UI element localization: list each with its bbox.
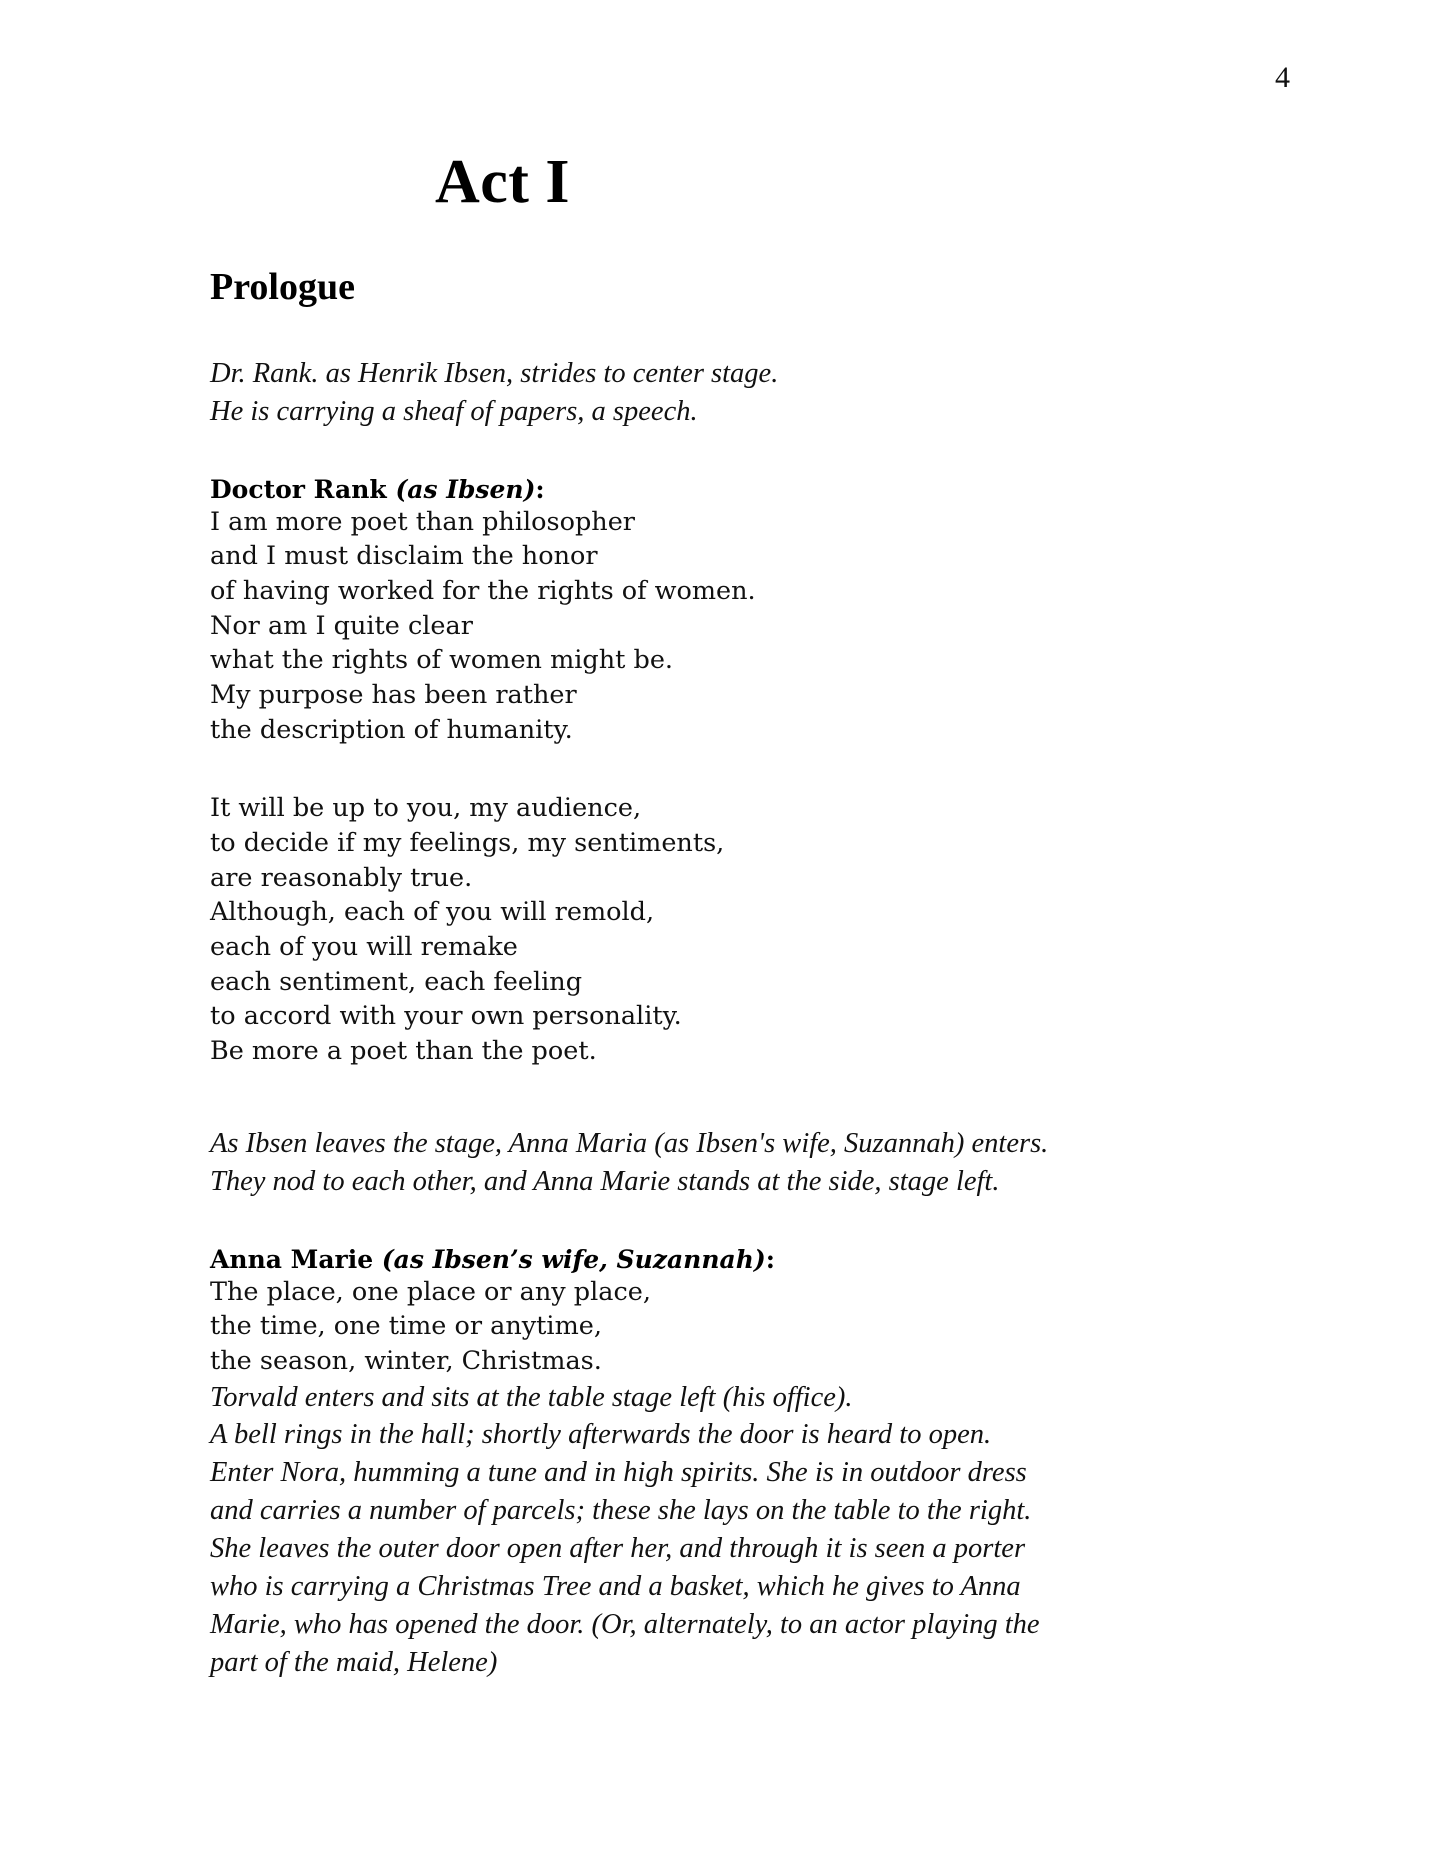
verse-block-rank-stanza-1 [210,505,1050,748]
verse-line: I am more poet than philosopher [210,506,635,537]
speaker-name: Doctor Rank [210,474,396,504]
verse-line: the season, winter, Christmas. [210,1345,602,1376]
stage-direction-line: They nod to each other, and Anna Marie stands at the side, stage left. [210,1165,1000,1197]
verse-line: what the rights of women might be. [210,645,674,676]
verse-line: of having worked for the rights of women. [210,576,756,607]
speaker-name: Anna Marie [210,1244,382,1274]
verse-line: each sentiment, each feeling [210,966,583,997]
speaker-label-doctor-rank [210,475,1050,505]
page-content [210,150,1050,1682]
section-heading-prologue: Prologue [210,266,355,309]
verse-line: the description of humanity. [210,714,573,745]
verse-line: each of you will remake [210,932,518,963]
verse-line: to accord with your own personality. [210,1001,682,1032]
speaker-parenthetical: (as Ibsen’s wife, Suzannah) [381,1244,766,1274]
verse-line: to decide if my feelings, my sentiments, [210,828,725,859]
stage-direction-line: As Ibsen leaves the stage, Anna Maria (as Ibsen's wife, Suzannah) enters. [210,1127,1049,1159]
verse-line: Nor am I quite clear [210,610,473,641]
speaker-parenthetical: (as Ibsen) [395,474,536,504]
verse-line: Although, each of you will remold, [210,897,655,928]
stage-direction-opening [210,355,1050,431]
speaker-colon: : [765,1244,775,1274]
verse-line: the time, one time or anytime, [210,1311,602,1342]
verse-line: are reasonably true. [210,862,473,893]
verse-line: The place, one place or any place, [210,1276,651,1307]
verse-line: My purpose has been rather [210,680,577,711]
verse-line: and I must disclaim the honor [210,541,598,572]
speaker-colon: : [535,474,545,504]
stage-direction-torvald: Torvald enters and sits at the table stage left (his office). [210,1381,853,1413]
stage-direction-transition [210,1125,1050,1201]
stage-direction-closing-paragraph: A bell rings in the hall; shortly afterwards the door is heard to open. Enter Nora, humming a tune and in high spirits. She is in outdoor dress and carries a number of parcels; these she lays on the table to the right. She leaves the outer door open after her, and through it is seen a porter who is carrying a Christmas Tree and a basket, which he gives to Anna Marie, who has opened the door. (Or, alternately, to an actor playing the part of the maid, Helene) [210,1419,1040,1678]
stage-direction-line: He is carrying a sheaf of papers, a speech. [210,395,698,427]
speaker-label-anna-marie [210,1245,1050,1275]
verse-line: Be more a poet than the poet. [210,1036,597,1067]
verse-line: It will be up to you, my audience, [210,793,642,824]
page-title: Act I [434,148,571,216]
page-number: 4 [1275,61,1290,94]
verse-block-rank-stanza-2 [210,791,1050,1068]
stage-direction-line: Dr. Rank. as Henrik Ibsen, strides to center stage. [210,357,779,389]
verse-block-anna [210,1275,1050,1379]
